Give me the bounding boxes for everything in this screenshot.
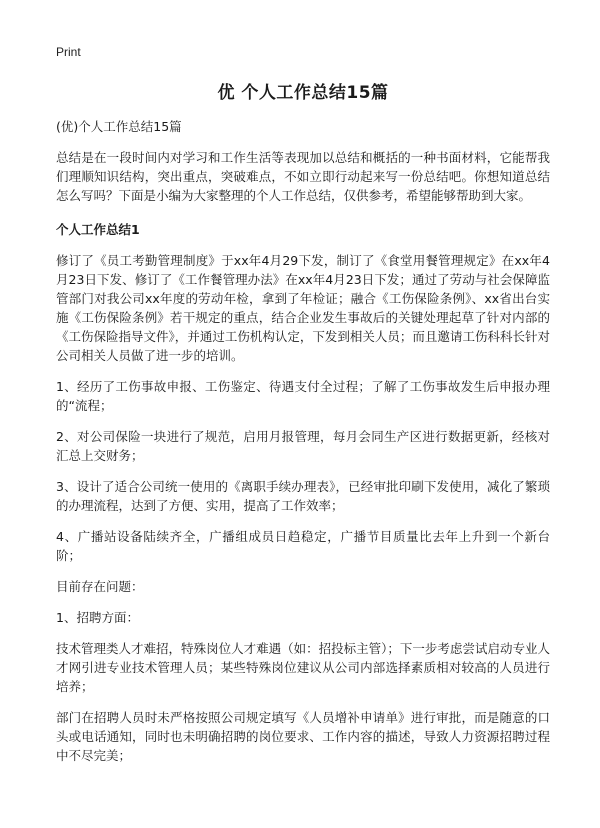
paragraph-1: 修订了《员工考勤管理制度》于xx年4月29下发，制订了《食堂用餐管理规定》在xx年4月23日下发、修订了《工作餐管理办法》在xx年4月23日下发；通过了劳动与社会保障监管部门对我公司xx年度的劳动年检，拿到了年检证；融合《工伤保险条例》、xx省出台实施《工伤保险条例》若干规定的重点，结合企业发生事故后的关键处理起草了针对内部的《工伤保险指导文件》，并通过工伤机构认定，下发到相关人员；而且邀请工伤科科长针对公司相关人员做了进一步的培训。: [56, 253, 550, 363]
section-heading: 个人工作总结1: [56, 222, 140, 237]
paragraph-2: 1、经历了工伤事故申报、工伤鉴定、待遇支付全过程；了解了工伤事故发生后申报办理的“流程；: [56, 379, 550, 413]
paragraph-4: 3、设计了适合公司统一使用的《离职手续办理表》，已经审批印刷下发使用，减化了繁琐的办理流程，达到了方便、实用，提高了工作效率；: [56, 479, 550, 513]
paragraph-6: 目前存在问题：: [56, 579, 144, 594]
paragraph-3: 2、对公司保险一块进行了规范，启用月报管理，每月会同生产区进行数据更新，经核对汇总上交财务；: [56, 429, 550, 463]
paragraph-9: 部门在招聘人员时未严格按照公司规定填写《人员增补申请单》进行审批，而是随意的口头或电话通知，同时也未明确招聘的岗位要求、工作内容的描述，导致人力资源招聘过程中不尽完美；: [56, 710, 550, 763]
document-title: 优 个人工作总结15篇: [217, 83, 389, 103]
intro-paragraph: 总结是在一段时间内对学习和工作生活等表现加以总结和概括的一种书面材料，它能帮我们理顺知识结构，突出重点，突破难点，不如立即行动起来写一份总结吧。你想知道总结怎么写吗？下面是小编为大家整理的个人工作总结，仅供参考，希望能够帮助到大家。: [56, 150, 550, 203]
paragraph-8: 技术管理类人才难招，特殊岗位人才难遇（如：招投标主管）；下一步考虑尝试启动专业人才网引进专业技术管理人员；某些特殊岗位建议从公司内部选择素质相对较高的人员进行培养；: [56, 641, 550, 694]
document-subtitle: (优)个人工作总结15篇: [56, 119, 182, 134]
paragraph-5: 4、广播站设备陆续齐全，广播组成员日趋稳定，广播节目质量比去年上升到一个新台阶；: [56, 529, 550, 563]
print-label: Print: [56, 45, 81, 59]
paragraph-7: 1、招聘方面：: [56, 610, 139, 625]
